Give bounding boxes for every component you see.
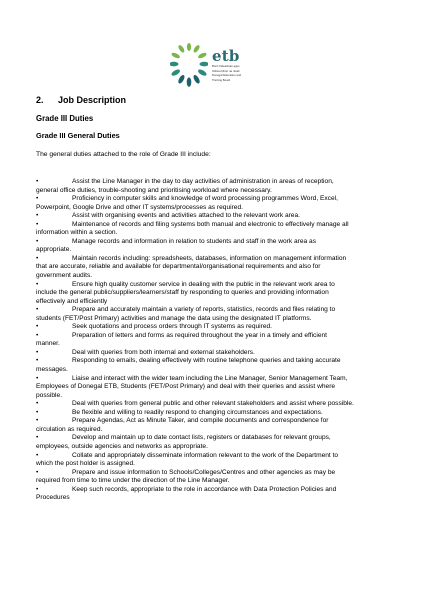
duty-line xyxy=(36,349,392,358)
duty-line xyxy=(36,357,392,366)
section-title: Job Description xyxy=(58,95,127,105)
duty-item xyxy=(36,281,392,307)
duty-text: which the post holder is assigned. xyxy=(36,460,135,468)
duty-item xyxy=(36,221,392,238)
bullet-icon: • xyxy=(36,348,39,356)
duty-line xyxy=(36,204,392,213)
duty-line xyxy=(36,452,392,461)
duty-item xyxy=(36,238,392,255)
duty-line xyxy=(36,434,392,443)
duty-text: Proficiency in computer skills and knowledge of word processing programmes Word, Excel, xyxy=(72,195,338,203)
duty-text: Powerpoint, Google Drive and other IT systems/processes as required. xyxy=(36,203,243,211)
duty-text: possible. xyxy=(36,391,63,399)
bullet-icon: • xyxy=(36,254,39,262)
duty-line xyxy=(36,494,392,503)
duty-text: Maintain records including: spreadsheets, databases, information on management information xyxy=(72,254,347,262)
bullet-icon: • xyxy=(36,400,39,408)
duty-line xyxy=(36,375,392,384)
duty-item xyxy=(36,357,392,374)
duty-text: include the general public/suppliers/learners/staff by responding to queries and providing information xyxy=(36,289,329,297)
duty-item xyxy=(36,400,392,409)
duty-line xyxy=(36,255,392,264)
duty-item xyxy=(36,323,392,332)
grade-heading: Grade III Duties xyxy=(36,114,94,123)
duty-text: Ensure high quality customer service in dealing with the public in the relevant work area to xyxy=(72,280,335,288)
duty-text: information within a section. xyxy=(36,229,118,237)
duty-text: Develop and maintain up to date contact lists, registers or databases for relevant groups, xyxy=(72,434,331,442)
duties-list xyxy=(36,178,392,503)
bullet-icon: • xyxy=(36,195,39,203)
bullet-icon: • xyxy=(36,331,39,339)
duty-text: Prepare Agendas, Act as Minute Taker, and compile documents and correspondence for xyxy=(72,417,329,425)
duty-line xyxy=(36,221,392,230)
duty-line xyxy=(36,426,392,435)
duty-line xyxy=(36,281,392,290)
bullet-icon: • xyxy=(36,468,39,476)
duty-text: Liaise and interact with the wider team including the Line Manager, Senior Management Team, xyxy=(72,374,348,382)
duty-item xyxy=(36,486,392,503)
duty-text: employees, outside agencies and networks as appropriate. xyxy=(36,442,208,450)
duty-text: Assist with organising events and activities attached to the relevant work area. xyxy=(72,212,300,220)
bullet-icon: • xyxy=(36,374,39,382)
duty-line xyxy=(36,460,392,469)
duty-line xyxy=(36,178,392,187)
duty-item xyxy=(36,306,392,323)
duty-text: Preparation of letters and forms as required throughout the year in a timely and efficient xyxy=(72,331,327,339)
duty-text: Keep such records, appropriate to the role in accordance with Data Protection Policies and xyxy=(72,485,337,493)
duty-text: Maintenance of records and filing systems both manual and electronic to effectively manage all xyxy=(72,220,349,228)
duty-text: Manage records and information in relation to students and staff in the work area as xyxy=(72,237,316,245)
duty-text: Employees of Donegal ETB, Students (FET/Post Primary) and deal with their queries and assist where xyxy=(36,383,336,391)
duty-item xyxy=(36,332,392,349)
duty-text: Collate and appropriately disseminate information relevant to the work of the Department to xyxy=(72,451,339,459)
duty-text: manner. xyxy=(36,340,60,348)
section-number: 2. xyxy=(36,95,44,105)
duty-text: circulation as required. xyxy=(36,425,103,433)
logo-subtitle-line: Donegal Education and xyxy=(212,73,242,77)
duty-line xyxy=(36,263,392,272)
intro-text: The general duties attached to the role of Grade III include: xyxy=(36,151,211,158)
duty-item xyxy=(36,469,392,486)
bullet-icon: • xyxy=(36,178,39,185)
bullet-icon: • xyxy=(36,451,39,459)
duty-text: Be flexible and willing to readily respond to changing circumstances and expectations. xyxy=(72,408,323,416)
duty-line xyxy=(36,340,392,349)
duty-item xyxy=(36,434,392,451)
logo-text xyxy=(212,48,241,82)
duty-item xyxy=(36,195,392,212)
duty-item xyxy=(36,409,392,418)
duty-line xyxy=(36,195,392,204)
duty-line xyxy=(36,246,392,255)
bullet-icon: • xyxy=(36,417,39,425)
duty-text: general office duties, trouble-shooting and prioritising workload where necessary. xyxy=(36,186,272,194)
duty-item xyxy=(36,349,392,358)
duty-text: Seek quotations and process orders through IT systems as required. xyxy=(72,323,272,331)
duty-line xyxy=(36,469,392,478)
duty-text: Prepare and issue information to Schools/Colleges/Centres and other agencies as may be xyxy=(72,468,336,476)
duty-text: Procedures xyxy=(36,494,70,502)
duty-line xyxy=(36,306,392,315)
duty-line xyxy=(36,417,392,426)
bullet-icon: • xyxy=(36,306,39,314)
duty-line xyxy=(36,366,392,375)
duty-line xyxy=(36,392,392,401)
duty-text: required from time to time under the direction of the Line Manager. xyxy=(36,477,230,485)
duty-item xyxy=(36,375,392,401)
duty-text: Responding to emails, dealing effectively with routine telephone queries and taking accurate xyxy=(72,357,341,365)
duty-line xyxy=(36,272,392,281)
duty-text: government audits. xyxy=(36,272,93,280)
bullet-icon: • xyxy=(36,357,39,365)
duty-line xyxy=(36,443,392,452)
duty-item xyxy=(36,212,392,221)
duty-line xyxy=(36,229,392,238)
bullet-icon: • xyxy=(36,323,39,331)
section-heading xyxy=(36,95,126,106)
duty-line xyxy=(36,315,392,324)
logo-brand: etb xyxy=(212,47,240,65)
general-duties-heading: Grade III General Duties xyxy=(36,131,120,140)
duty-line xyxy=(36,212,392,221)
bullet-icon: • xyxy=(36,434,39,442)
duty-text: messages. xyxy=(36,366,68,374)
duty-text: Assist the Line Manager in the day to day activities of administration in areas of reception, xyxy=(72,178,334,185)
duty-text: Prepare and accurately maintain a variety of reports, statistics, records and files relating to xyxy=(72,306,336,314)
duty-line xyxy=(36,289,392,298)
duty-line xyxy=(36,383,392,392)
duty-line xyxy=(36,332,392,341)
etb-logo xyxy=(170,40,290,90)
logo-subtitle-line: Bord Oideachais agus xyxy=(212,64,240,68)
duty-line xyxy=(36,409,392,418)
duty-line xyxy=(36,486,392,495)
duty-line xyxy=(36,477,392,486)
duty-line xyxy=(36,400,392,409)
bullet-icon: • xyxy=(36,212,39,220)
bullet-icon: • xyxy=(36,280,39,288)
duty-line xyxy=(36,323,392,332)
logo-subtitle-line: Oiliúna Dhún na nGall xyxy=(212,68,240,73)
bullet-icon: • xyxy=(36,485,39,493)
duty-text: Deal with queries from both internal and external stakeholders. xyxy=(72,348,255,356)
etb-leaf-logo-icon xyxy=(170,42,208,88)
duty-item xyxy=(36,452,392,469)
bullet-icon: • xyxy=(36,408,39,416)
duty-line xyxy=(36,298,392,307)
duty-line xyxy=(36,238,392,247)
duty-text: appropriate. xyxy=(36,246,72,254)
logo-subtitle-line: Training Board xyxy=(212,77,231,82)
bullet-icon: • xyxy=(36,220,39,228)
duty-item xyxy=(36,417,392,434)
duty-item xyxy=(36,178,392,195)
duty-line xyxy=(36,187,392,196)
duty-text: Deal with queries from general public and other relevant stakeholders and assist where possible. xyxy=(72,400,354,408)
duty-text: students (FET/Post Primary) activities and manage the data using the designated IT platforms. xyxy=(36,314,312,322)
duty-text: effectively and efficiently xyxy=(36,297,108,305)
bullet-icon: • xyxy=(36,237,39,245)
duty-text: that are accurate, reliable and available for departmental/organisational requirements and also for xyxy=(36,263,321,271)
duty-item xyxy=(36,255,392,281)
